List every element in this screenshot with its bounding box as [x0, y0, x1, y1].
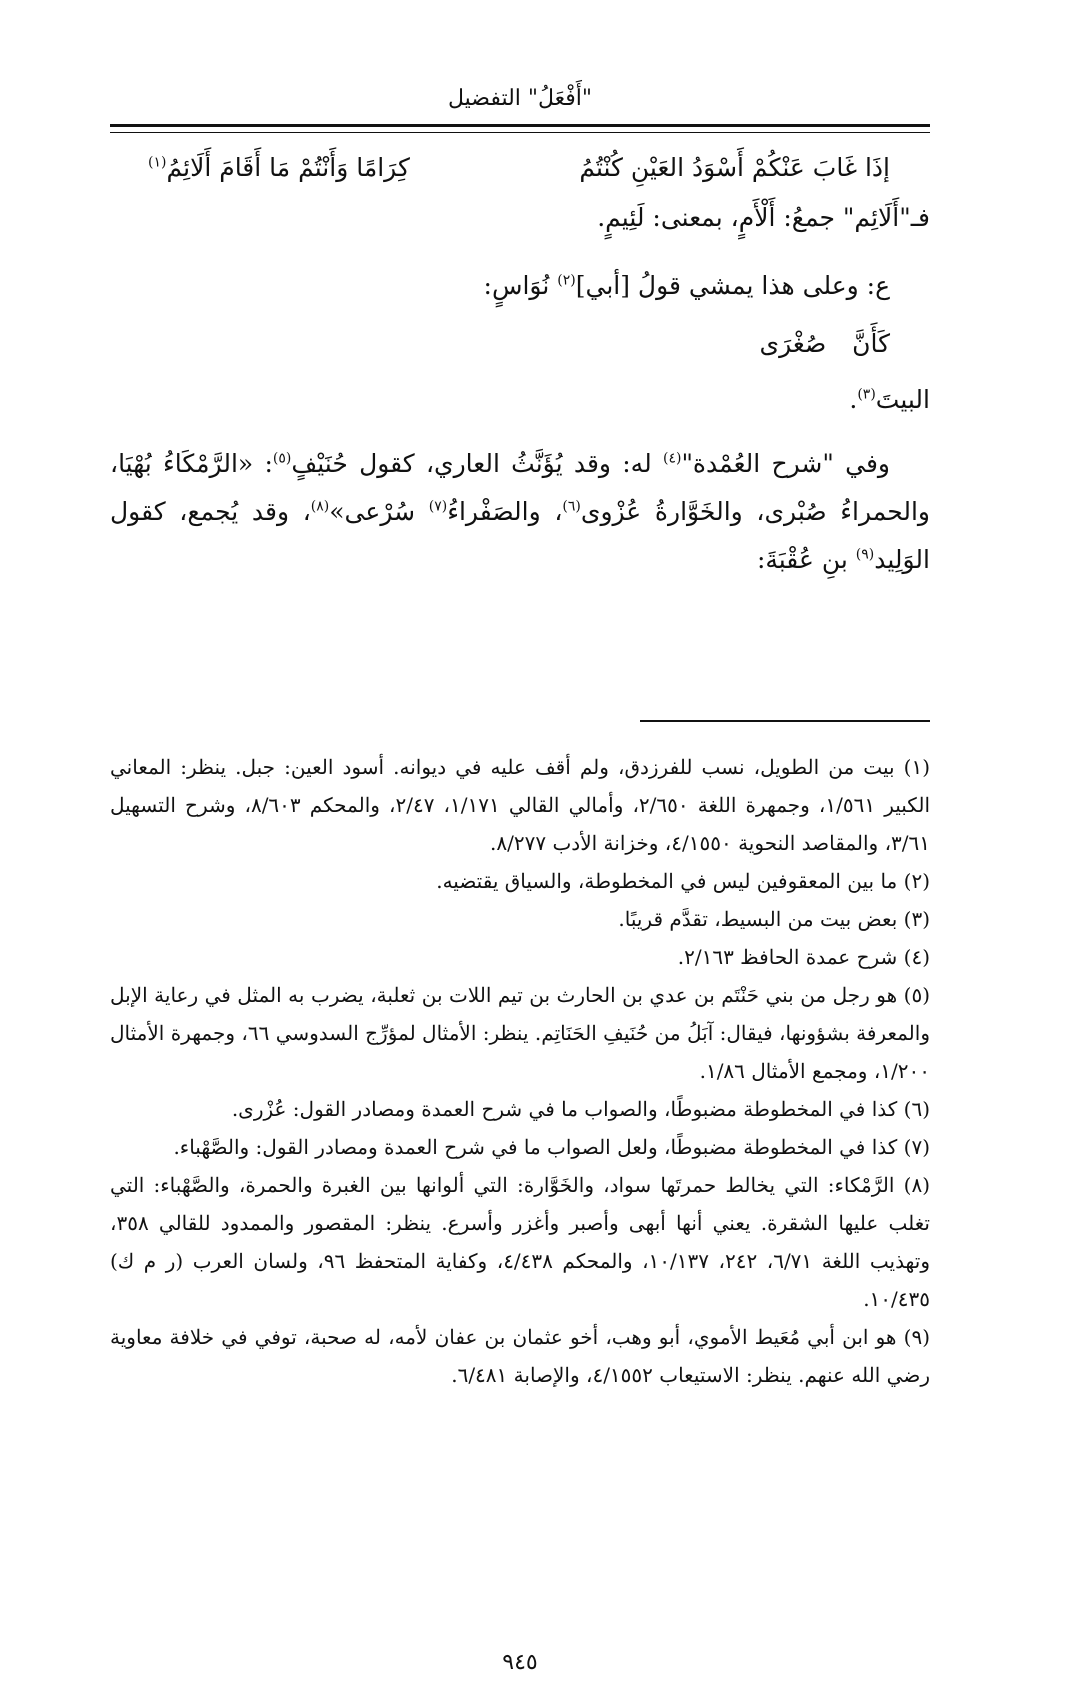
body-line-2-text-b: نُوَاسٍ: [483, 271, 558, 300]
poem-fragment: كَأَنَّ صُغْرَى [759, 329, 890, 358]
footnote-5: (٥) هو رجل من بني حَنْتَم بن عدي بن الحارث بن تيم اللات بن ثعلبة، يضرب به المثل في رعاية الإبل والمعرفة بشؤونها، فيقال: آبَلُ من حُنَيفِ الحَنَاتِم. ينظر: الأمثال لمؤرِّج السدوسي ٦٦، وجمهرة الأمثال ١/٢٠٠، ومجمع الأمثال ١/٨٦. [110, 983, 930, 1083]
header-rule-thick [110, 124, 930, 127]
body-line-1: فـ"أَلَائِم" جمعُ: أَلْأَمٍ، بمعنى: لَئِيمٍ. [597, 203, 930, 232]
footnote-ref-7: (٧) [428, 498, 448, 515]
footnote-2: (٢) ما بين المعقوفين ليس في المخطوطة، والسياق يقتضيه. [436, 869, 930, 893]
footnote-1: (١) بيت من الطويل، نسب للفرزدق، ولم أقف عليه في ديوانه. أسود العين: جبل. ينظر: المعاني الكبير ١/٥٦١، وجمهرة اللغة ٢/٦٥٠، وأمالي القالي ١/١٧١، ٢/٤٧، والمحكم ٨/٦٠٣، وشرح التسهيل ٣/٦١، والمقاصد النحوية ٤/١٥٥٠، وخزانة الأدب ٨/٢٧٧. [110, 755, 930, 855]
footnote-6: (٦) كذا في المخطوطة مضبوطًا، والصواب ما في شرح العمدة ومصادر القول: عُزْرى. [231, 1097, 930, 1121]
footnote-9: (٩) هو ابن أبي مُعَيط الأموي، أبو وهب، أخو عثمان بن عفان لأمه، له صحبة، توفي في خلافة معاوية رضي الله عنهم. ينظر: الاستيعاب ٤/١٥٥٢، والإصابة ٦/٤٨١. [110, 1325, 930, 1387]
para-text-b: له: وقد يُؤَنَّثُ العاري، كقول حُنَيْفٍ [291, 449, 663, 478]
verse-second-text: كِرَامًا وَأَنْتُمْ مَا أَقَامَ أَلَائِمُ [166, 153, 410, 182]
poetry-verse [110, 148, 930, 188]
footnote-ref-6: (٦) [562, 498, 581, 515]
footnote-ref-2: (٢) [557, 272, 576, 289]
footnote-8: (٨) الرَّمْكاء: التي يخالط حمرتَها سواد، والخَوَّارة: التي ألوانها بين الغبرة والحمرة، والصَّهْباء: التي تغلب عليها الشقرة. يعني أنها أبهى وأصبر وأغزر وأسرع. ينظر: المقصور والممدود للقالي ٣٥٨، وتهذيب اللغة ٦/٧١، ٢٤٢، ١٠/١٣٧، والمحكم ٤/٤٣٨، وكفاية المتحفظ ٩٦، ولسان العرب (ر م ك) ١٠/٤٣٥. [110, 1173, 931, 1311]
body-line-2 [110, 266, 930, 306]
footnotes [110, 748, 930, 1394]
body-line-2-text-a: ع: وعلى هذا يمشي قولُ [أبي] [575, 271, 890, 300]
verse-second-hemistich [110, 148, 570, 188]
footnote-ref-9: (٩) [855, 546, 875, 563]
footnote-separator [640, 720, 930, 722]
footnote-ref-1: (١) [148, 154, 167, 171]
page-number: ٩٤٥ [502, 1650, 538, 1675]
body-paragraph [110, 440, 930, 584]
verse-first-hemistich: إذَا غَابَ عَنْكُمْ أَسْوَدُ العَيْنِ كُنْتُمُ [579, 153, 890, 182]
para-text-c: : «الرَّمْكَاءُ بُهْيَا، والحمراءُ صُبْرى، والخَوَّارةُ عُزْوى [110, 449, 930, 526]
header-rule-thin [110, 132, 930, 133]
running-header: "أَفْعَلُ" التفضيل [447, 86, 593, 111]
para-text-d: ، والصَفْراءُ [447, 497, 563, 526]
footnote-4: (٤) شرح عمدة الحافظ ٢/١٦٣. [677, 945, 930, 969]
footnote-ref-8: (٨) [310, 498, 330, 515]
para-text-a: وفي "شرح العُمْدة" [681, 449, 891, 478]
body-line-4 [110, 380, 930, 420]
footnote-7: (٧) كذا في المخطوطة مضبوطًا، ولعل الصواب ما في شرح العمدة ومصادر القول: والصَّهْباء. [173, 1135, 930, 1159]
footnote-ref-4: (٤) [662, 450, 682, 467]
para-text-g: بنِ عُقْبَةَ: [756, 545, 856, 574]
para-text-e: سُرْعى» [329, 497, 429, 526]
body-line-4-end: . [849, 385, 858, 414]
footnote-ref-5: (٥) [272, 450, 292, 467]
body-line-4-text: البيتَ [875, 385, 930, 414]
para-text-f: ، وقد يُجمع، كقول الوَلِيد [110, 497, 930, 574]
footnote-3: (٣) بعض بيت من البسيط، تقدَّم قريبًا. [618, 907, 930, 931]
footnote-ref-3: (٣) [857, 386, 876, 403]
